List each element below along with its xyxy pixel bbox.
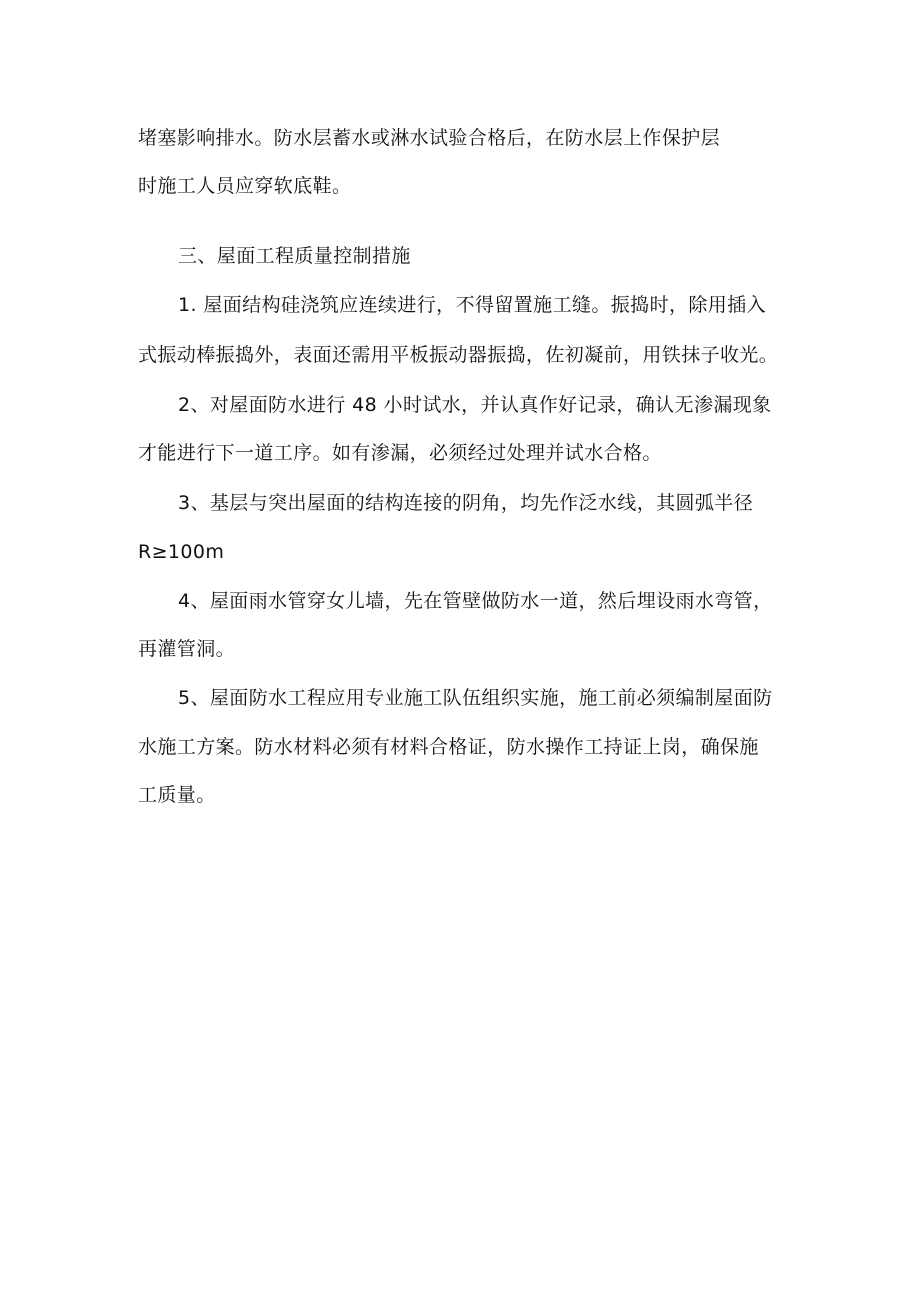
paragraph-line: 1. 屋面结构硅浇筑应连续进行，不得留置施工缝。振捣时，除用插入 <box>178 294 766 316</box>
paragraph-line: R≥100m <box>138 541 225 563</box>
paragraph-line: 时施工人员应穿软底鞋。 <box>138 175 352 197</box>
paragraph-line: 堵塞影响排水。防水层蓄水或淋水试验合格后，在防水层上作保护层 <box>138 127 721 149</box>
section-heading: 三、屋面工程质量控制措施 <box>178 245 411 267</box>
paragraph-line: 2、对屋面防水进行 48 小时试水，并认真作好记录，确认无渗漏现象 <box>178 394 772 416</box>
paragraph-line: 3、基层与突出屋面的结构连接的阴角，均先作泛水线，其圆弧半径 <box>178 492 754 514</box>
paragraph-line: 再灌管洞。 <box>138 638 236 660</box>
paragraph-line: 工质量。 <box>138 784 216 806</box>
paragraph-line: 才能进行下一道工序。如有渗漏，必须经过处理并试水合格。 <box>138 442 662 464</box>
paragraph-line: 4、屋面雨水管穿女儿墙，先在管壁做防水一道，然后埋设雨水弯管， <box>178 590 773 612</box>
paragraph-line: 式振动棒振捣外，表面还需用平板振动器振捣，佐初凝前，用铁抹子收光。 <box>138 344 779 366</box>
paragraph-line: 水施工方案。防水材料必须有材料合格证，防水操作工持证上岗，确保施 <box>138 736 759 758</box>
paragraph-line: 5、屋面防水工程应用专业施工队伍组织实施，施工前必须编制屋面防 <box>178 687 773 709</box>
